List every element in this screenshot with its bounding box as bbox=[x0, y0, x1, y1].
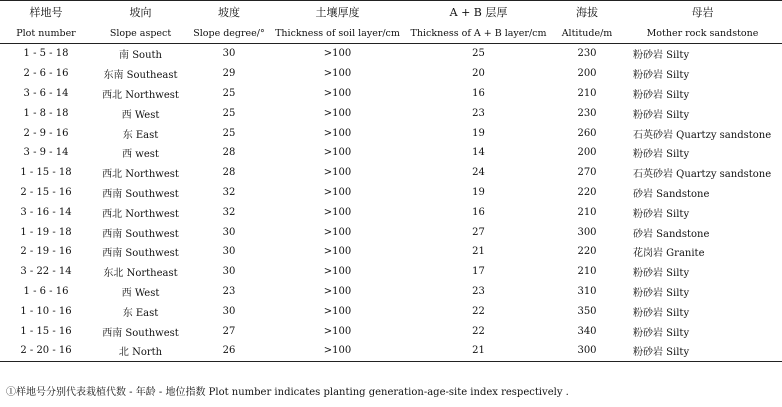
mother-rock-cell: 粉砂岩 Silty bbox=[633, 70, 690, 82]
slope-degree-cell: 25 bbox=[222, 127, 236, 139]
soil-thickness-cell: >100 bbox=[323, 226, 352, 238]
altitude-cell: 260 bbox=[577, 127, 597, 139]
plot-number-cell: 3 - 22 - 14 bbox=[20, 266, 72, 278]
slope-degree-cell: 27 bbox=[222, 325, 236, 337]
table-row bbox=[0, 64, 782, 84]
col-header-degree-en: Slope degree/° bbox=[189, 23, 269, 44]
plot-number-cell: 1 - 15 - 18 bbox=[20, 167, 72, 179]
ab-thickness-cell: 16 bbox=[472, 206, 485, 218]
plot-number-cell: 2 - 20 - 16 bbox=[0, 341, 92, 361]
slope-degree-cell: 32 bbox=[222, 206, 236, 218]
slope-degree-cell: 25 bbox=[222, 87, 236, 99]
mother-rock-cell: 粉砂岩 Silty bbox=[633, 287, 690, 299]
slope-degree-cell: 28 bbox=[222, 167, 236, 179]
slope-aspect-cell: 南 South bbox=[119, 50, 162, 62]
col-header-altitude-cn: 海拔 bbox=[551, 1, 623, 24]
slope-aspect-cell: 西 West bbox=[121, 109, 160, 121]
table-row bbox=[0, 242, 782, 262]
ab-thickness-cell: 20 bbox=[472, 68, 485, 80]
plot-number-cell: 2 - 6 - 16 bbox=[23, 68, 69, 80]
table-row bbox=[0, 163, 782, 183]
soil-thickness-cell: >100 bbox=[323, 206, 352, 218]
table-row bbox=[0, 282, 782, 302]
mother-rock-cell: 粉砂岩 Silty bbox=[633, 50, 690, 62]
mother-rock-cell: 粉砂岩 Silty bbox=[633, 149, 690, 161]
slope-aspect-cell: 西北 Northwest bbox=[102, 169, 179, 181]
col-header-soil-cn: 土壤厚度 bbox=[269, 1, 406, 24]
ab-thickness-cell: 19 bbox=[472, 186, 485, 198]
soil-thickness-cell: >100 bbox=[323, 325, 352, 337]
altitude-cell: 230 bbox=[577, 107, 597, 119]
mother-rock-cell: 粉砂岩 Silty bbox=[633, 208, 690, 220]
ab-thickness-cell: 21 bbox=[472, 246, 485, 258]
slope-degree-cell: 30 bbox=[222, 246, 236, 258]
plot-number-cell: 1 - 15 - 16 bbox=[20, 325, 72, 337]
mother-rock-cell: 花岗岩 Granite bbox=[633, 248, 705, 260]
col-header-aspect-en: Slope aspect bbox=[92, 23, 189, 44]
slope-degree-cell: 26 bbox=[189, 341, 269, 361]
slope-aspect-cell: 东北 Northeast bbox=[103, 268, 178, 280]
plot-number-cell: 1 - 19 - 18 bbox=[20, 226, 72, 238]
slope-aspect-cell: 西北 Northwest bbox=[102, 89, 179, 101]
table-row bbox=[0, 143, 782, 163]
table-row bbox=[0, 123, 782, 143]
col-header-rock-en: Mother rock sandstone bbox=[623, 23, 782, 44]
mother-rock-cell: 粉砂岩 Silty bbox=[633, 307, 690, 319]
col-header-plot-cn: 样地号 bbox=[0, 1, 92, 24]
table-row bbox=[0, 222, 782, 242]
mother-rock-cell: 砂岩 Sandstone bbox=[633, 228, 710, 240]
altitude-cell: 230 bbox=[577, 48, 597, 60]
altitude-cell: 200 bbox=[577, 68, 597, 80]
slope-degree-cell: 30 bbox=[222, 226, 236, 238]
soil-thickness-cell: >100 bbox=[323, 285, 352, 297]
ab-thickness-cell: 17 bbox=[472, 266, 485, 278]
ab-thickness-cell: 27 bbox=[472, 226, 485, 238]
table-row bbox=[0, 84, 782, 104]
plot-number-cell: 2 - 15 - 16 bbox=[20, 186, 72, 198]
altitude-cell: 340 bbox=[577, 325, 597, 337]
slope-aspect-cell: 西南 Southwest bbox=[102, 228, 179, 240]
col-header-ab-en: Thickness of A + B layer/cm bbox=[406, 23, 551, 44]
slope-aspect-cell: 西北 Northwest bbox=[102, 208, 179, 220]
ab-thickness-cell: 14 bbox=[472, 147, 485, 159]
mother-rock-cell: 粉砂岩 Silty bbox=[633, 109, 690, 121]
slope-aspect-cell: 西南 Southwest bbox=[102, 188, 179, 200]
plot-number-cell: 2 - 19 - 16 bbox=[20, 246, 72, 258]
ab-thickness-cell: 22 bbox=[472, 305, 485, 317]
slope-degree-cell: 30 bbox=[222, 305, 236, 317]
header-row-en bbox=[0, 23, 782, 44]
slope-aspect-cell: 西南 Southwest bbox=[102, 327, 179, 339]
col-header-altitude-en: Altitude/m bbox=[551, 23, 623, 44]
col-header-aspect-cn: 坡向 bbox=[92, 1, 189, 24]
mother-rock-cell: 粉砂岩 Silty bbox=[623, 341, 782, 361]
soil-thickness-cell: >100 bbox=[323, 68, 352, 80]
soil-thickness-cell: >100 bbox=[323, 107, 352, 119]
ab-thickness-cell: 23 bbox=[472, 107, 485, 119]
ab-thickness-cell: 23 bbox=[472, 285, 485, 297]
altitude-cell: 200 bbox=[577, 147, 597, 159]
ab-thickness-cell: 22 bbox=[472, 325, 485, 337]
altitude-cell: 270 bbox=[577, 167, 597, 179]
altitude-cell: 300 bbox=[577, 226, 597, 238]
slope-degree-cell: 28 bbox=[222, 147, 236, 159]
soil-thickness-cell: >100 bbox=[323, 48, 352, 60]
col-header-soil-en: Thickness of soil layer/cm bbox=[269, 23, 406, 44]
header-row-cn bbox=[0, 1, 782, 24]
table-row bbox=[0, 183, 782, 203]
soil-thickness-cell: >100 bbox=[323, 266, 352, 278]
ab-thickness-cell: 16 bbox=[472, 87, 485, 99]
slope-aspect-cell: 北 North bbox=[92, 341, 189, 361]
soil-thickness-cell: >100 bbox=[323, 147, 352, 159]
altitude-cell: 300 bbox=[551, 341, 623, 361]
altitude-cell: 220 bbox=[577, 246, 597, 258]
table-row bbox=[0, 341, 782, 361]
slope-degree-cell: 30 bbox=[222, 266, 236, 278]
plot-number-cell: 1 - 6 - 16 bbox=[23, 285, 69, 297]
soil-thickness-cell: >100 bbox=[323, 186, 352, 198]
mother-rock-cell: 粉砂岩 Silty bbox=[633, 89, 690, 101]
slope-aspect-cell: 东 East bbox=[122, 129, 159, 141]
soil-thickness-cell: >100 bbox=[323, 167, 352, 179]
soil-thickness-cell: >100 bbox=[323, 305, 352, 317]
table-row bbox=[0, 301, 782, 321]
mother-rock-cell: 砂岩 Sandstone bbox=[633, 188, 710, 200]
slope-aspect-cell: 西 west bbox=[122, 149, 159, 161]
col-header-rock-cn: 母岩 bbox=[623, 1, 782, 24]
table-row bbox=[0, 103, 782, 123]
altitude-cell: 210 bbox=[577, 266, 597, 278]
col-header-plot-en: Plot number bbox=[0, 23, 92, 44]
soil-thickness-cell: >100 bbox=[323, 127, 352, 139]
slope-aspect-cell: 西南 Southwest bbox=[102, 248, 179, 260]
slope-degree-cell: 30 bbox=[222, 48, 236, 60]
altitude-cell: 210 bbox=[577, 87, 597, 99]
plot-number-cell: 3 - 9 - 14 bbox=[23, 147, 69, 159]
mother-rock-cell: 粉砂岩 Silty bbox=[633, 268, 690, 280]
soil-thickness-cell: >100 bbox=[269, 341, 406, 361]
ab-thickness-cell: 21 bbox=[406, 341, 551, 361]
plot-number-cell: 2 - 9 - 16 bbox=[23, 127, 69, 139]
plot-number-cell: 3 - 6 - 14 bbox=[23, 87, 69, 99]
altitude-cell: 210 bbox=[577, 206, 597, 218]
mother-rock-cell: 石英砂岩 Quartzy sandstone bbox=[633, 129, 772, 141]
col-header-degree-cn: 坡度 bbox=[189, 1, 269, 24]
slope-aspect-cell: 东 East bbox=[122, 307, 159, 319]
slope-aspect-cell: 东南 Southeast bbox=[103, 70, 178, 82]
slope-degree-cell: 23 bbox=[222, 285, 236, 297]
table-header bbox=[0, 1, 782, 44]
mother-rock-cell: 粉砂岩 Silty bbox=[633, 327, 690, 339]
slope-degree-cell: 29 bbox=[222, 68, 236, 80]
table-row bbox=[0, 202, 782, 222]
altitude-cell: 220 bbox=[577, 186, 597, 198]
slope-degree-cell: 25 bbox=[222, 107, 236, 119]
mother-rock-cell: 石英砂岩 Quartzy sandstone bbox=[633, 169, 772, 181]
plot-number-cell: 1 - 5 - 18 bbox=[23, 48, 69, 60]
footnote: ①样地号分别代表栽植代数 - 年龄 - 地位指数 Plot number indicates planting generation-age-site index respectively . bbox=[6, 387, 569, 398]
table-row bbox=[0, 321, 782, 341]
col-header-ab-cn: A + B 层厚 bbox=[406, 1, 551, 24]
soil-thickness-cell: >100 bbox=[323, 246, 352, 258]
ab-thickness-cell: 24 bbox=[472, 167, 485, 179]
plot-number-cell: 1 - 8 - 18 bbox=[23, 107, 69, 119]
plot-number-cell: 1 - 10 - 16 bbox=[20, 305, 72, 317]
ab-thickness-cell: 19 bbox=[472, 127, 485, 139]
altitude-cell: 350 bbox=[577, 305, 597, 317]
slope-degree-cell: 32 bbox=[222, 186, 236, 198]
table-body bbox=[0, 44, 782, 362]
soil-thickness-cell: >100 bbox=[323, 87, 352, 99]
table-row bbox=[0, 44, 782, 64]
table-row bbox=[0, 262, 782, 282]
altitude-cell: 310 bbox=[577, 285, 597, 297]
slope-aspect-cell: 西 West bbox=[121, 287, 160, 299]
plot-number-cell: 3 - 16 - 14 bbox=[20, 206, 72, 218]
ab-thickness-cell: 25 bbox=[472, 48, 485, 60]
